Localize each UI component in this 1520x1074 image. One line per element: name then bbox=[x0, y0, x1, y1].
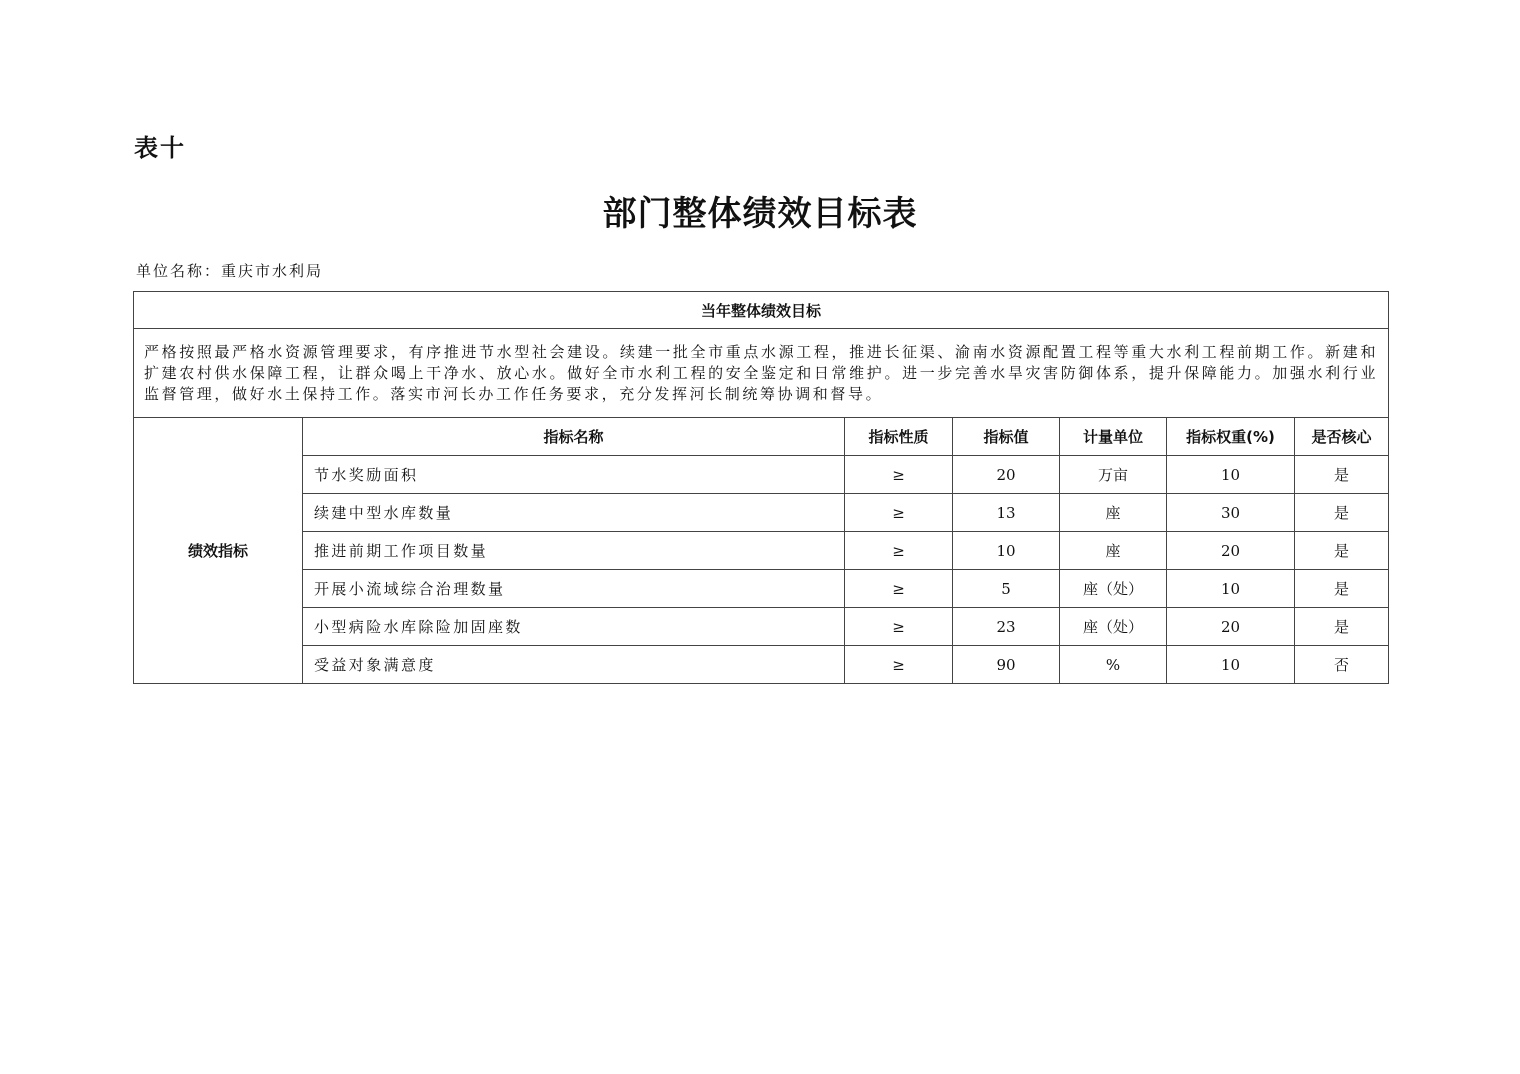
indicator-name: 节水奖励面积 bbox=[303, 456, 845, 494]
indicators-side-label: 绩效指标 bbox=[134, 418, 303, 684]
indicator-name: 受益对象满意度 bbox=[303, 646, 845, 684]
indicator-value: 90 bbox=[953, 646, 1060, 684]
table-row bbox=[134, 456, 1389, 494]
indicator-value: 23 bbox=[953, 608, 1060, 646]
indicator-value: 5 bbox=[953, 570, 1060, 608]
indicator-weight: 20 bbox=[1167, 608, 1295, 646]
indicator-weight: 10 bbox=[1167, 646, 1295, 684]
indicator-name: 小型病险水库除险加固座数 bbox=[303, 608, 845, 646]
table-row bbox=[134, 608, 1389, 646]
indicator-name: 续建中型水库数量 bbox=[303, 494, 845, 532]
indicator-core: 是 bbox=[1295, 608, 1389, 646]
indicator-unit: 座（处） bbox=[1060, 570, 1167, 608]
indicator-unit: 座 bbox=[1060, 494, 1167, 532]
table-row bbox=[134, 532, 1389, 570]
indicator-unit: % bbox=[1060, 646, 1167, 684]
indicator-nature: ≥ bbox=[845, 608, 953, 646]
column-header-name: 指标名称 bbox=[303, 418, 845, 456]
indicator-name: 推进前期工作项目数量 bbox=[303, 532, 845, 570]
unit-name-line: 单位名称：重庆市水利局 bbox=[136, 262, 324, 280]
indicator-value: 20 bbox=[953, 456, 1060, 494]
indicator-core: 是 bbox=[1295, 532, 1389, 570]
goal-description: 严格按照最严格水资源管理要求，有序推进节水型社会建设。续建一批全市重点水源工程，推进长征渠、渝南水资源配置工程等重大水利工程前期工作。新建和扩建农村供水保障工程，让群众喝上干净水、放心水。做好全市水利工程的安全鉴定和日常维护。进一步完善水旱灾害防御体系，提升保障能力。加强水利行业监督管理，做好水土保持工作。落实市河长办工作任务要求，充分发挥河长制统筹协调和督导。 bbox=[134, 329, 1389, 418]
column-header-unit: 计量单位 bbox=[1060, 418, 1167, 456]
indicator-unit: 座 bbox=[1060, 532, 1167, 570]
table-row bbox=[134, 494, 1389, 532]
goal-section-header: 当年整体绩效目标 bbox=[134, 292, 1389, 329]
indicator-weight: 20 bbox=[1167, 532, 1295, 570]
column-header-value: 指标值 bbox=[953, 418, 1060, 456]
indicator-value: 13 bbox=[953, 494, 1060, 532]
performance-table bbox=[133, 291, 1389, 684]
table-number: 表十 bbox=[134, 134, 186, 162]
indicator-unit: 座（处） bbox=[1060, 608, 1167, 646]
indicator-core: 是 bbox=[1295, 456, 1389, 494]
column-header-core: 是否核心 bbox=[1295, 418, 1389, 456]
indicator-nature: ≥ bbox=[845, 494, 953, 532]
table-row bbox=[134, 646, 1389, 684]
indicator-nature: ≥ bbox=[845, 570, 953, 608]
table-row bbox=[134, 570, 1389, 608]
document-title: 部门整体绩效目标表 bbox=[602, 194, 918, 234]
indicator-nature: ≥ bbox=[845, 532, 953, 570]
indicator-weight: 10 bbox=[1167, 570, 1295, 608]
indicator-core: 是 bbox=[1295, 494, 1389, 532]
indicator-nature: ≥ bbox=[845, 456, 953, 494]
indicator-unit: 万亩 bbox=[1060, 456, 1167, 494]
indicator-value: 10 bbox=[953, 532, 1060, 570]
indicator-core: 是 bbox=[1295, 570, 1389, 608]
indicator-nature: ≥ bbox=[845, 646, 953, 684]
column-header-weight: 指标权重(%) bbox=[1167, 418, 1295, 456]
indicator-core: 否 bbox=[1295, 646, 1389, 684]
indicator-name: 开展小流域综合治理数量 bbox=[303, 570, 845, 608]
indicator-weight: 30 bbox=[1167, 494, 1295, 532]
indicator-weight: 10 bbox=[1167, 456, 1295, 494]
column-header-nature: 指标性质 bbox=[845, 418, 953, 456]
